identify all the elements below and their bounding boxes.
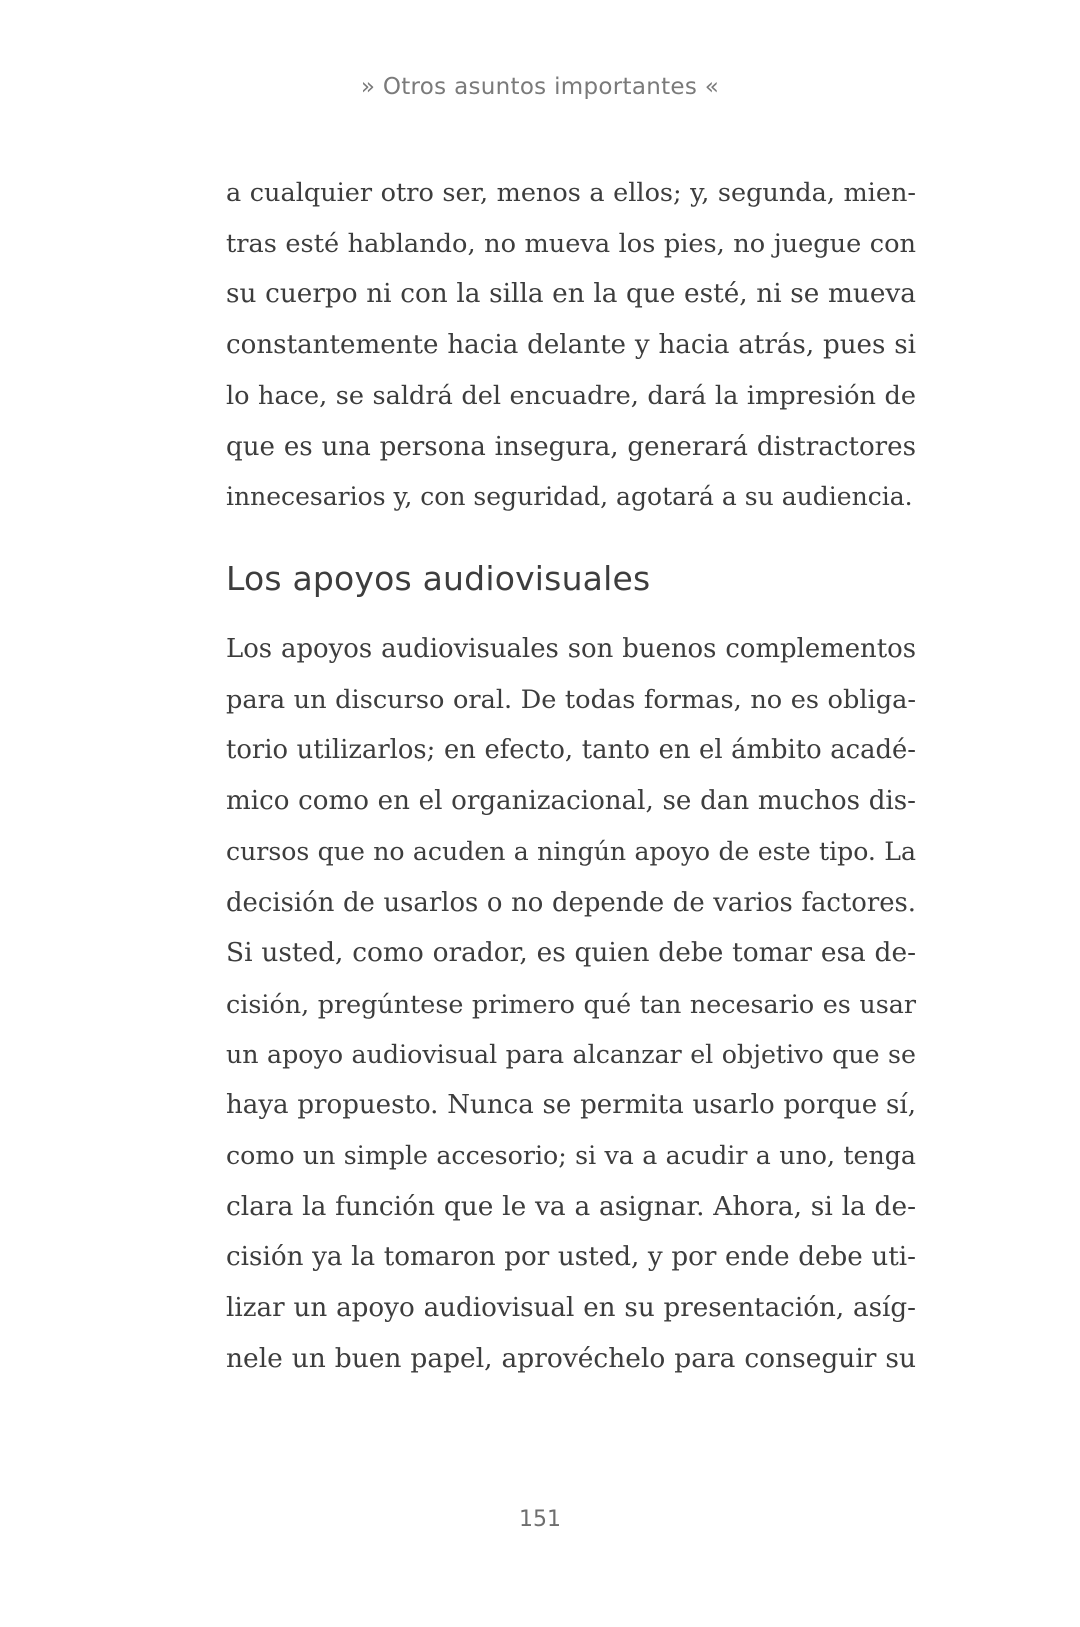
section-heading: Los apoyos audiovisuales [226, 559, 651, 598]
text-line: tras esté hablando, no mueva los pies, no juegue con [226, 228, 916, 259]
page-number: 151 [519, 1507, 561, 1532]
text-line: mico como en el organizacional, se dan muchos dis- [226, 786, 916, 817]
text-line: nele un buen papel, aprovéchelo para conseguir su [226, 1342, 916, 1374]
body-paragraph [226, 624, 916, 1385]
text-line: clara la función que le va a asignar. Ahora, si la de- [226, 1190, 916, 1222]
text-line: para un discurso oral. De todas formas, no es obliga- [226, 684, 916, 715]
text-line: lizar un apoyo audiovisual en su presentación, asíg- [226, 1293, 916, 1324]
text-line: cisión ya la tomaron por usted, y por ende debe uti- [226, 1242, 916, 1273]
text-line: innecesarios y, con seguridad, agotará a su audiencia. [226, 482, 913, 512]
text-line: cursos que no acuden a ningún apoyo de este tipo. La [226, 836, 916, 866]
text-line: un apoyo audiovisual para alcanzar el objetivo que se [226, 1039, 916, 1069]
text-line: lo hace, se saldrá del encuadre, dará la impresión de [226, 380, 916, 411]
text-line: cisión, pregúntese primero qué tan necesario es usar [226, 988, 916, 1019]
body-paragraph-continued [226, 168, 916, 523]
text-line: Los apoyos audiovisuales son buenos complementos [226, 634, 916, 664]
running-header: » Otros asuntos importantes « [360, 74, 720, 100]
text-line: como un simple accesorio; si va a acudir a uno, tenga [226, 1141, 916, 1171]
text-line: a cualquier otro ser, menos a ellos; y, segunda, mien- [226, 178, 916, 208]
text-line: torio utilizarlos; en efecto, tanto en el ámbito acadé- [226, 735, 916, 766]
text-line: decisión de usarlos o no depende de varios factores. [226, 887, 916, 918]
text-line: constantemente hacia delante y hacia atrás, pues si [226, 330, 916, 361]
text-line: su cuerpo ni con la silla en la que esté, ni se mueva [226, 279, 916, 310]
text-line: haya propuesto. Nunca se permita usarlo porque sí, [226, 1090, 916, 1121]
text-line: que es una persona insegura, generará distractores [226, 431, 916, 462]
text-line: Si usted, como orador, es quien debe tomar esa de- [226, 937, 916, 969]
